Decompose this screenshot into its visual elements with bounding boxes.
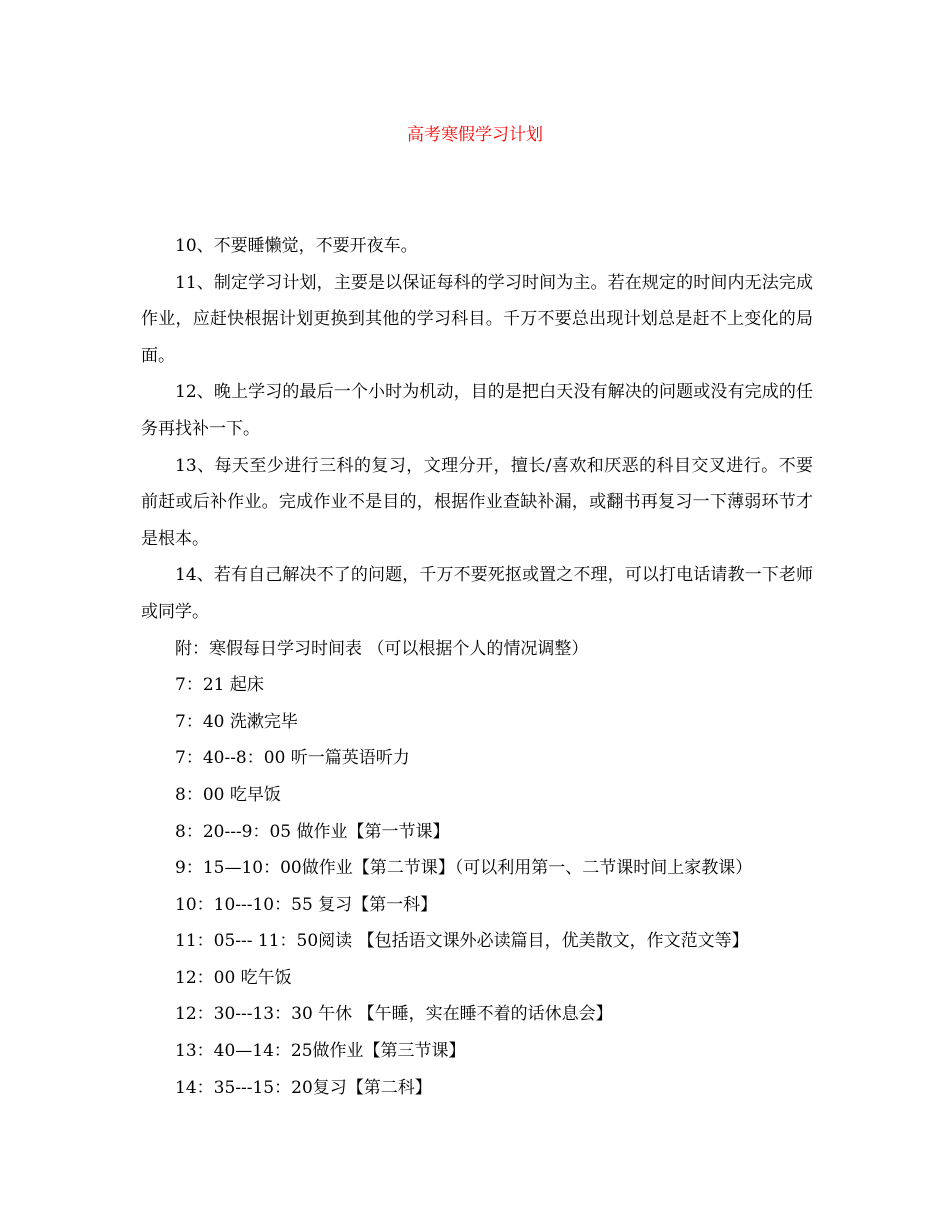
schedule-item-1: 7：21 起床 (175, 675, 264, 696)
paragraph-12: 12、晚上学习的最后一个小时为机动，目的是把白天没有解决的问题或没有完成的任务再找补一下。 (141, 382, 813, 439)
paragraph-11: 11、制定学习计划，主要是以保证每科的学习时间为主。若在规定的时间内无法完成作业，应赶快根据计划更换到其他的学习科目。千万不要总出现计划总是赶不上变化的局面。 (141, 272, 813, 366)
schedule-item-7: 10：10---10：55 复习【第一科】 (175, 894, 438, 915)
schedule-item-8: 11：05--- 11：50阅读 【包括语文课外必读篇目，优美散文，作文范文等】 (175, 931, 749, 952)
schedule-item-2: 7：40 洗漱完毕 (175, 711, 298, 732)
schedule-item-5: 8：20---9：05 做作业【第一节课】 (175, 821, 450, 842)
schedule-item-11: 13：40—14：25做作业【第三节课】 (175, 1041, 466, 1062)
schedule-item-6: 9：15—10：00做作业【第二节课】（可以利用第一、二节课时间上家教课） (175, 858, 753, 879)
schedule-item-3: 7：40--8：00 听一篇英语听力 (175, 748, 410, 769)
schedule-item-9: 12：00 吃午饭 (175, 967, 292, 988)
schedule-item-4: 8：00 吃早饭 (175, 784, 281, 805)
page-title: 高考寒假学习计划 (407, 125, 543, 145)
schedule-item-12: 14：35---15：20复习【第二科】 (175, 1077, 432, 1098)
schedule-intro: 附：寒假每日学习时间表 （可以根据个人的情况调整） (175, 638, 589, 659)
schedule-item-10: 12：30---13：30 午休 【午睡，实在睡不着的话休息会】 (175, 1004, 613, 1025)
paragraph-13: 13、每天至少进行三科的复习，文理分开，擅长/喜欢和厌恶的科目交叉进行。不要前赶或后补作业。完成作业不是目的，根据作业查缺补漏，或翻书再复习一下薄弱环节才是根本。 (141, 455, 813, 549)
document-body (141, 228, 813, 1106)
paragraph-10: 10、不要睡懒觉，不要开夜车。 (175, 236, 418, 256)
paragraph-14: 14、若有自己解决不了的问题，千万不要死抠或置之不理，可以打电话请教一下老师或同学。 (141, 565, 813, 622)
